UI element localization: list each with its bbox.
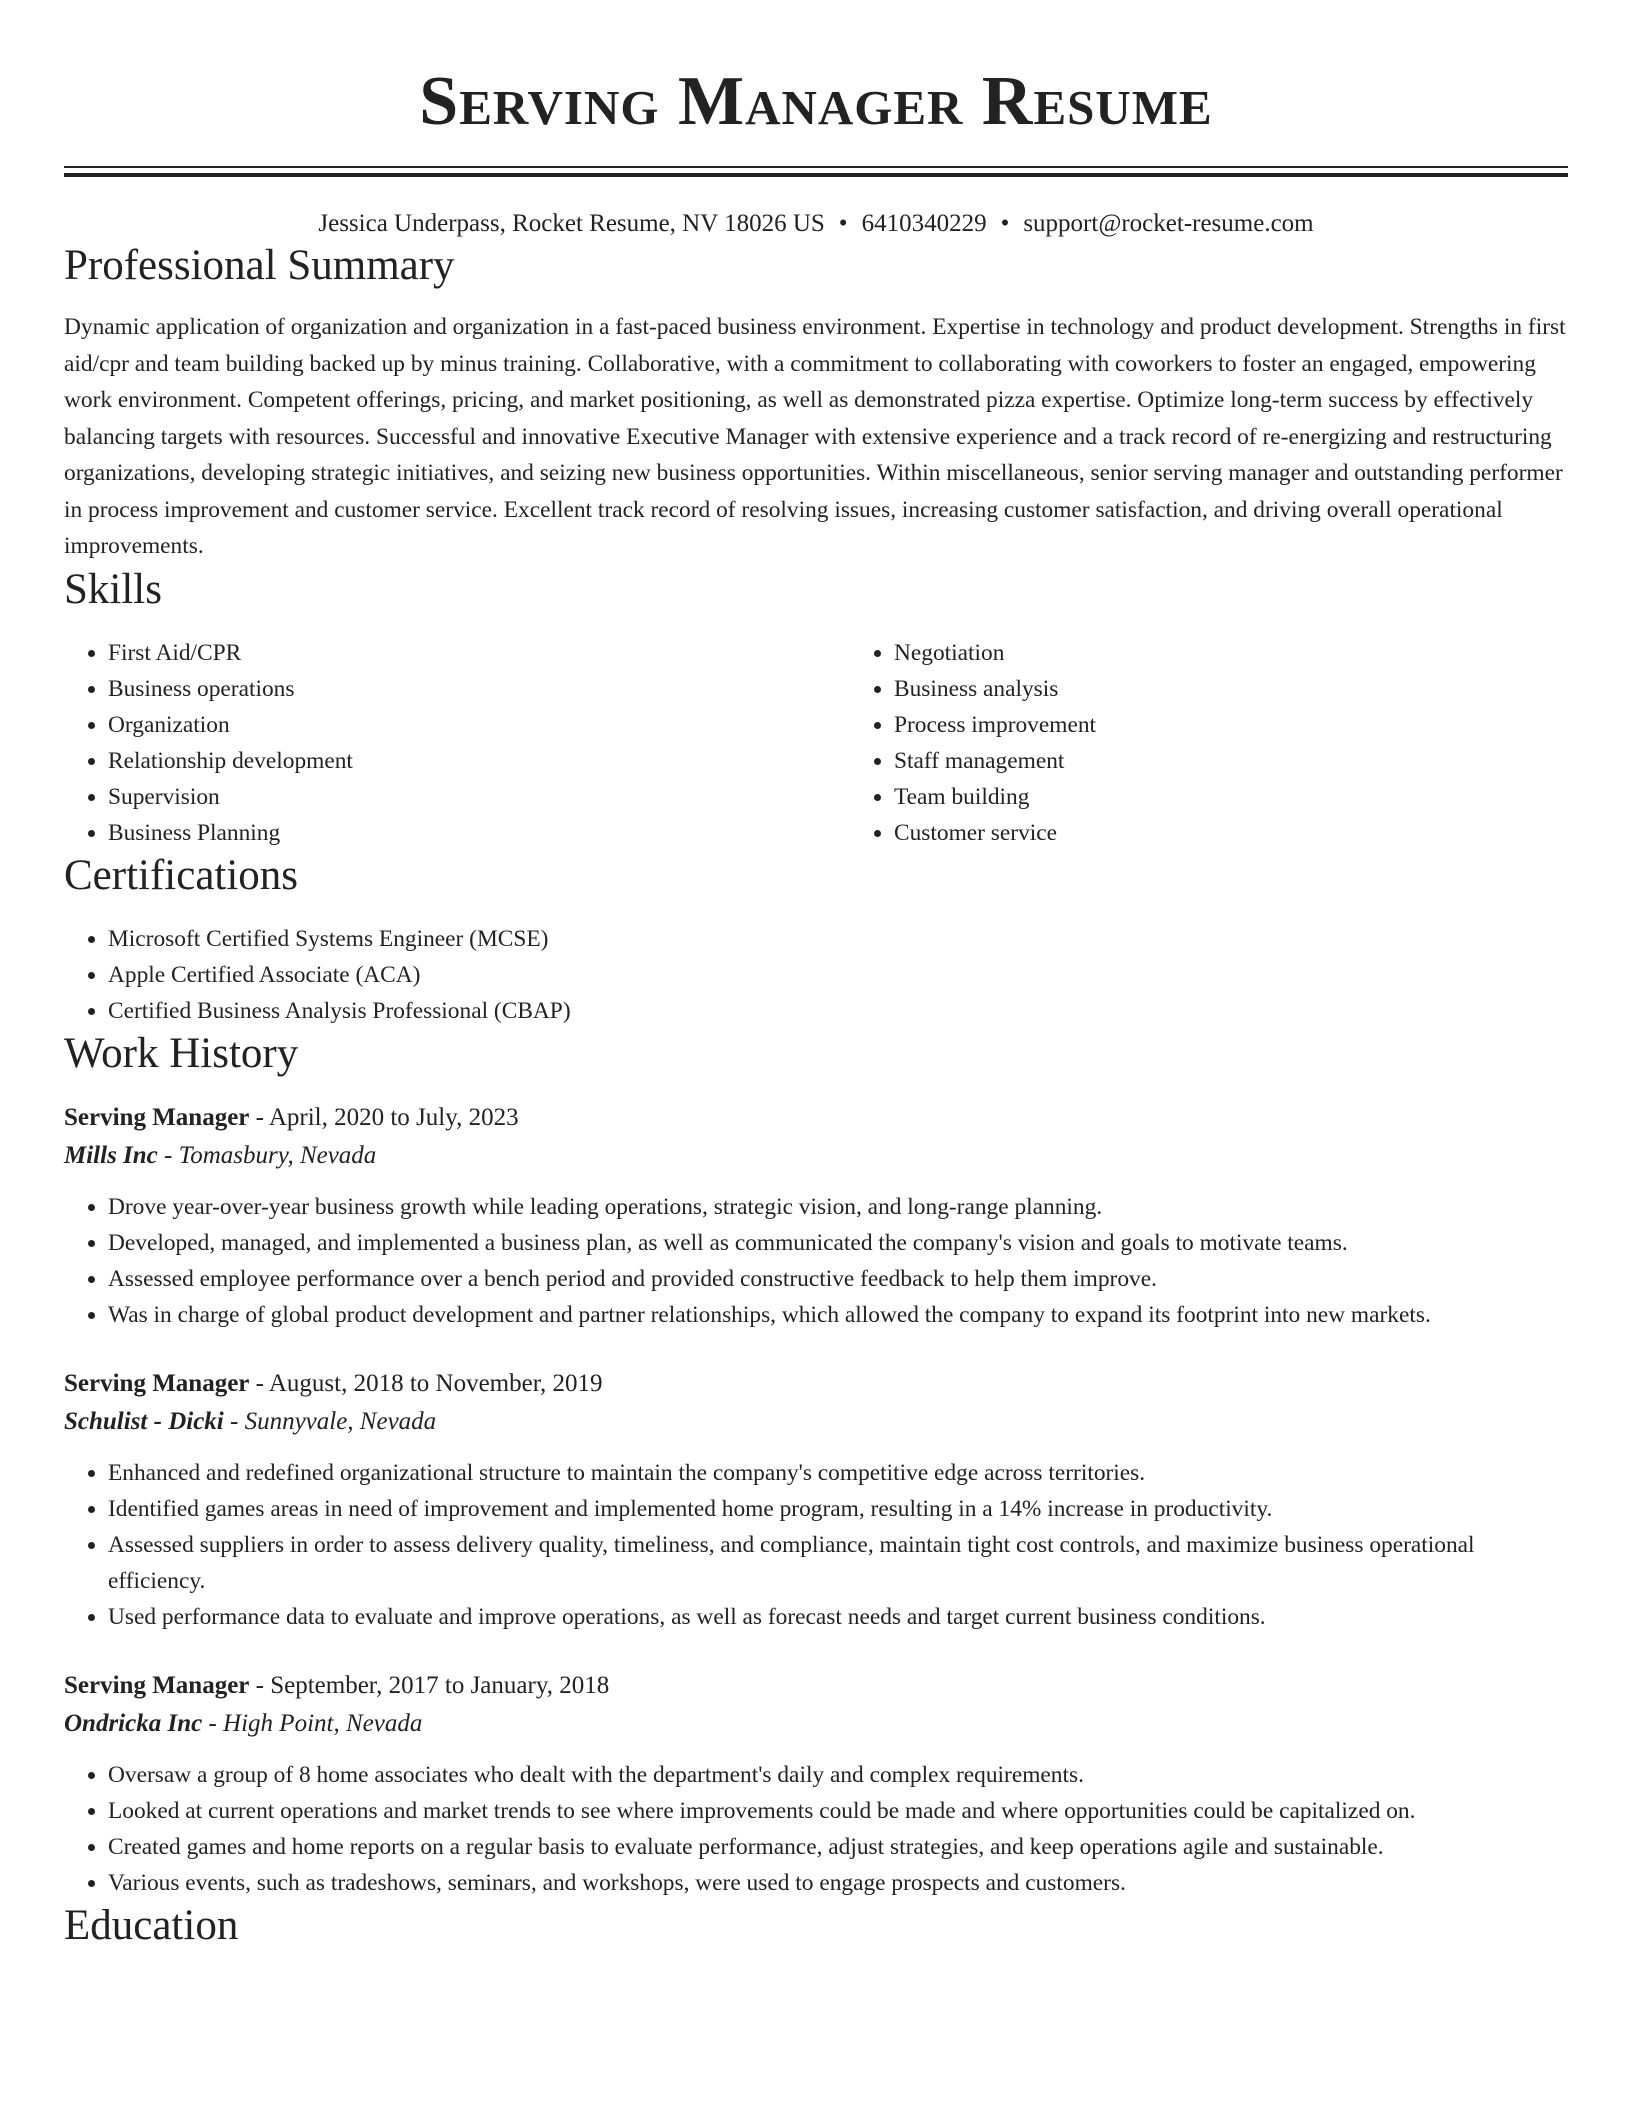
certification-item: • Certified Business Analysis Professional (CBAP)	[108, 993, 1568, 1029]
job-bullets	[64, 1455, 1568, 1635]
job-bullet: • Created games and home reports on a regular basis to evaluate performance, adjust strategies, and keep operations agile and sustainable.	[108, 1829, 1568, 1865]
skill-item: • Relationship development	[108, 743, 850, 779]
certifications-heading: Certifications	[64, 851, 299, 899]
job-title: Serving Manager	[64, 1369, 250, 1397]
job-bullet: • Identified games areas in need of improvement and implemented home program, resulting in a 14% increase in productivity.	[108, 1491, 1568, 1527]
job-entry	[64, 1667, 1568, 1901]
job-bullet: • Enhanced and redefined organizational structure to maintain the company's competitive edge across territories.	[108, 1455, 1568, 1491]
contact-email: support@rocket-resume.com	[1023, 210, 1314, 237]
skill-item: • First Aid/CPR	[108, 635, 850, 671]
contact-separator: •	[838, 210, 848, 237]
job-entry	[64, 1365, 1568, 1635]
contact-line	[64, 207, 1568, 241]
job-bullet: • Assessed employee performance over a bench period and provided constructive feedback to help them improve.	[108, 1261, 1568, 1297]
job-title-line	[64, 1667, 1568, 1705]
title-divider	[64, 166, 1568, 177]
skill-item: • Process improvement	[894, 707, 1632, 743]
company-line	[64, 1403, 1568, 1441]
skill-item: • Business analysis	[894, 671, 1632, 707]
job-bullet: • Developed, managed, and implemented a business plan, as well as communicated the company's vision and goals to motivate teams.	[108, 1225, 1568, 1261]
company-name: Schulist - Dicki	[64, 1407, 224, 1435]
resume-page	[64, 0, 1568, 1951]
contact-separator: •	[1000, 210, 1010, 237]
job-title: Serving Manager	[64, 1103, 250, 1131]
certifications-list	[64, 921, 1568, 1029]
job-bullets	[64, 1189, 1568, 1333]
job-title-line	[64, 1099, 1568, 1137]
job-bullet: • Drove year-over-year business growth while leading operations, strategic vision, and long-range planning.	[108, 1189, 1568, 1225]
company-location: - High Point, Nevada	[202, 1709, 423, 1737]
skill-item: • Organization	[108, 707, 850, 743]
job-bullet: • Used performance data to evaluate and improve operations, as well as forecast needs and target current business conditions.	[108, 1599, 1568, 1635]
job-title-line	[64, 1365, 1568, 1403]
skills-columns	[64, 635, 1568, 851]
summary-text: Dynamic application of organization and organization in a fast-paced business environment. Expertise in technology and product development. Strengths in first aid/cpr and team building backed up by minus training. Collaborative, with a commitment to collaborating with coworkers to foster an engaged, empowering work environment. Competent offerings, pricing, and market positioning, as well as demonstrated pizza expertise. Optimize long-term success by effectively balancing targets with resources. Successful and innovative Executive Manager with extensive experience and a track record of re-energizing and restructuring organizations, developing strategic initiatives, and seizing new business opportunities. Within miscellaneous, senior serving manager and outstanding performer in process improvement and customer service. Excellent track record of resolving issues, increasing customer satisfaction, and driving overall operational improvements.	[64, 314, 1566, 559]
job-dates: - September, 2017 to January, 2018	[249, 1671, 610, 1699]
company-name: Ondricka Inc	[64, 1709, 203, 1737]
summary-heading: Professional Summary	[64, 242, 455, 289]
skills-list-left	[64, 635, 850, 851]
job-dates: - April, 2020 to July, 2023	[249, 1103, 519, 1131]
skill-item: • Supervision	[108, 779, 850, 815]
certification-item: • Apple Certified Associate (ACA)	[108, 957, 1568, 993]
contact-phone: 6410340229	[861, 210, 987, 237]
contact-address: Jessica Underpass, Rocket Resume, NV 18026 US	[318, 210, 825, 237]
company-line	[64, 1705, 1568, 1743]
skill-item: • Negotiation	[894, 635, 1632, 671]
skills-list-right	[850, 635, 1632, 851]
job-dates: - August, 2018 to November, 2019	[249, 1369, 603, 1397]
job-entry	[64, 1099, 1568, 1333]
job-title: Serving Manager	[64, 1671, 250, 1699]
skills-heading: Skills	[64, 565, 162, 613]
job-bullets	[64, 1757, 1568, 1901]
resume-title: Serving Manager Resume	[419, 63, 1213, 140]
company-line	[64, 1137, 1568, 1175]
job-bullet: • Oversaw a group of 8 home associates who dealt with the department's daily and complex requirements.	[108, 1757, 1568, 1793]
skill-item: • Business Planning	[108, 815, 850, 851]
work-history-heading: Work History	[64, 1029, 299, 1077]
education-heading: Education	[64, 1901, 239, 1949]
job-bullet: • Was in charge of global product development and partner relationships, which allowed the company to expand its footprint into new markets.	[108, 1297, 1568, 1333]
company-location: - Sunnyvale, Nevada	[223, 1407, 437, 1435]
certification-item: • Microsoft Certified Systems Engineer (MCSE)	[108, 921, 1568, 957]
job-bullet: • Looked at current operations and market trends to see where improvements could be made and where opportunities could be capitalized on.	[108, 1793, 1568, 1829]
company-location: - Tomasbury, Nevada	[157, 1141, 377, 1169]
skill-item: • Team building	[894, 779, 1632, 815]
job-bullet: • Assessed suppliers in order to assess delivery quality, timeliness, and compliance, maintain tight cost controls, and maximize business operational efficiency.	[108, 1527, 1568, 1599]
skill-item: • Business operations	[108, 671, 850, 707]
skill-item: • Staff management	[894, 743, 1632, 779]
job-bullet: • Various events, such as tradeshows, seminars, and workshops, were used to engage prospects and customers.	[108, 1865, 1568, 1901]
skill-item: • Customer service	[894, 815, 1632, 851]
company-name: Mills Inc	[64, 1141, 158, 1169]
